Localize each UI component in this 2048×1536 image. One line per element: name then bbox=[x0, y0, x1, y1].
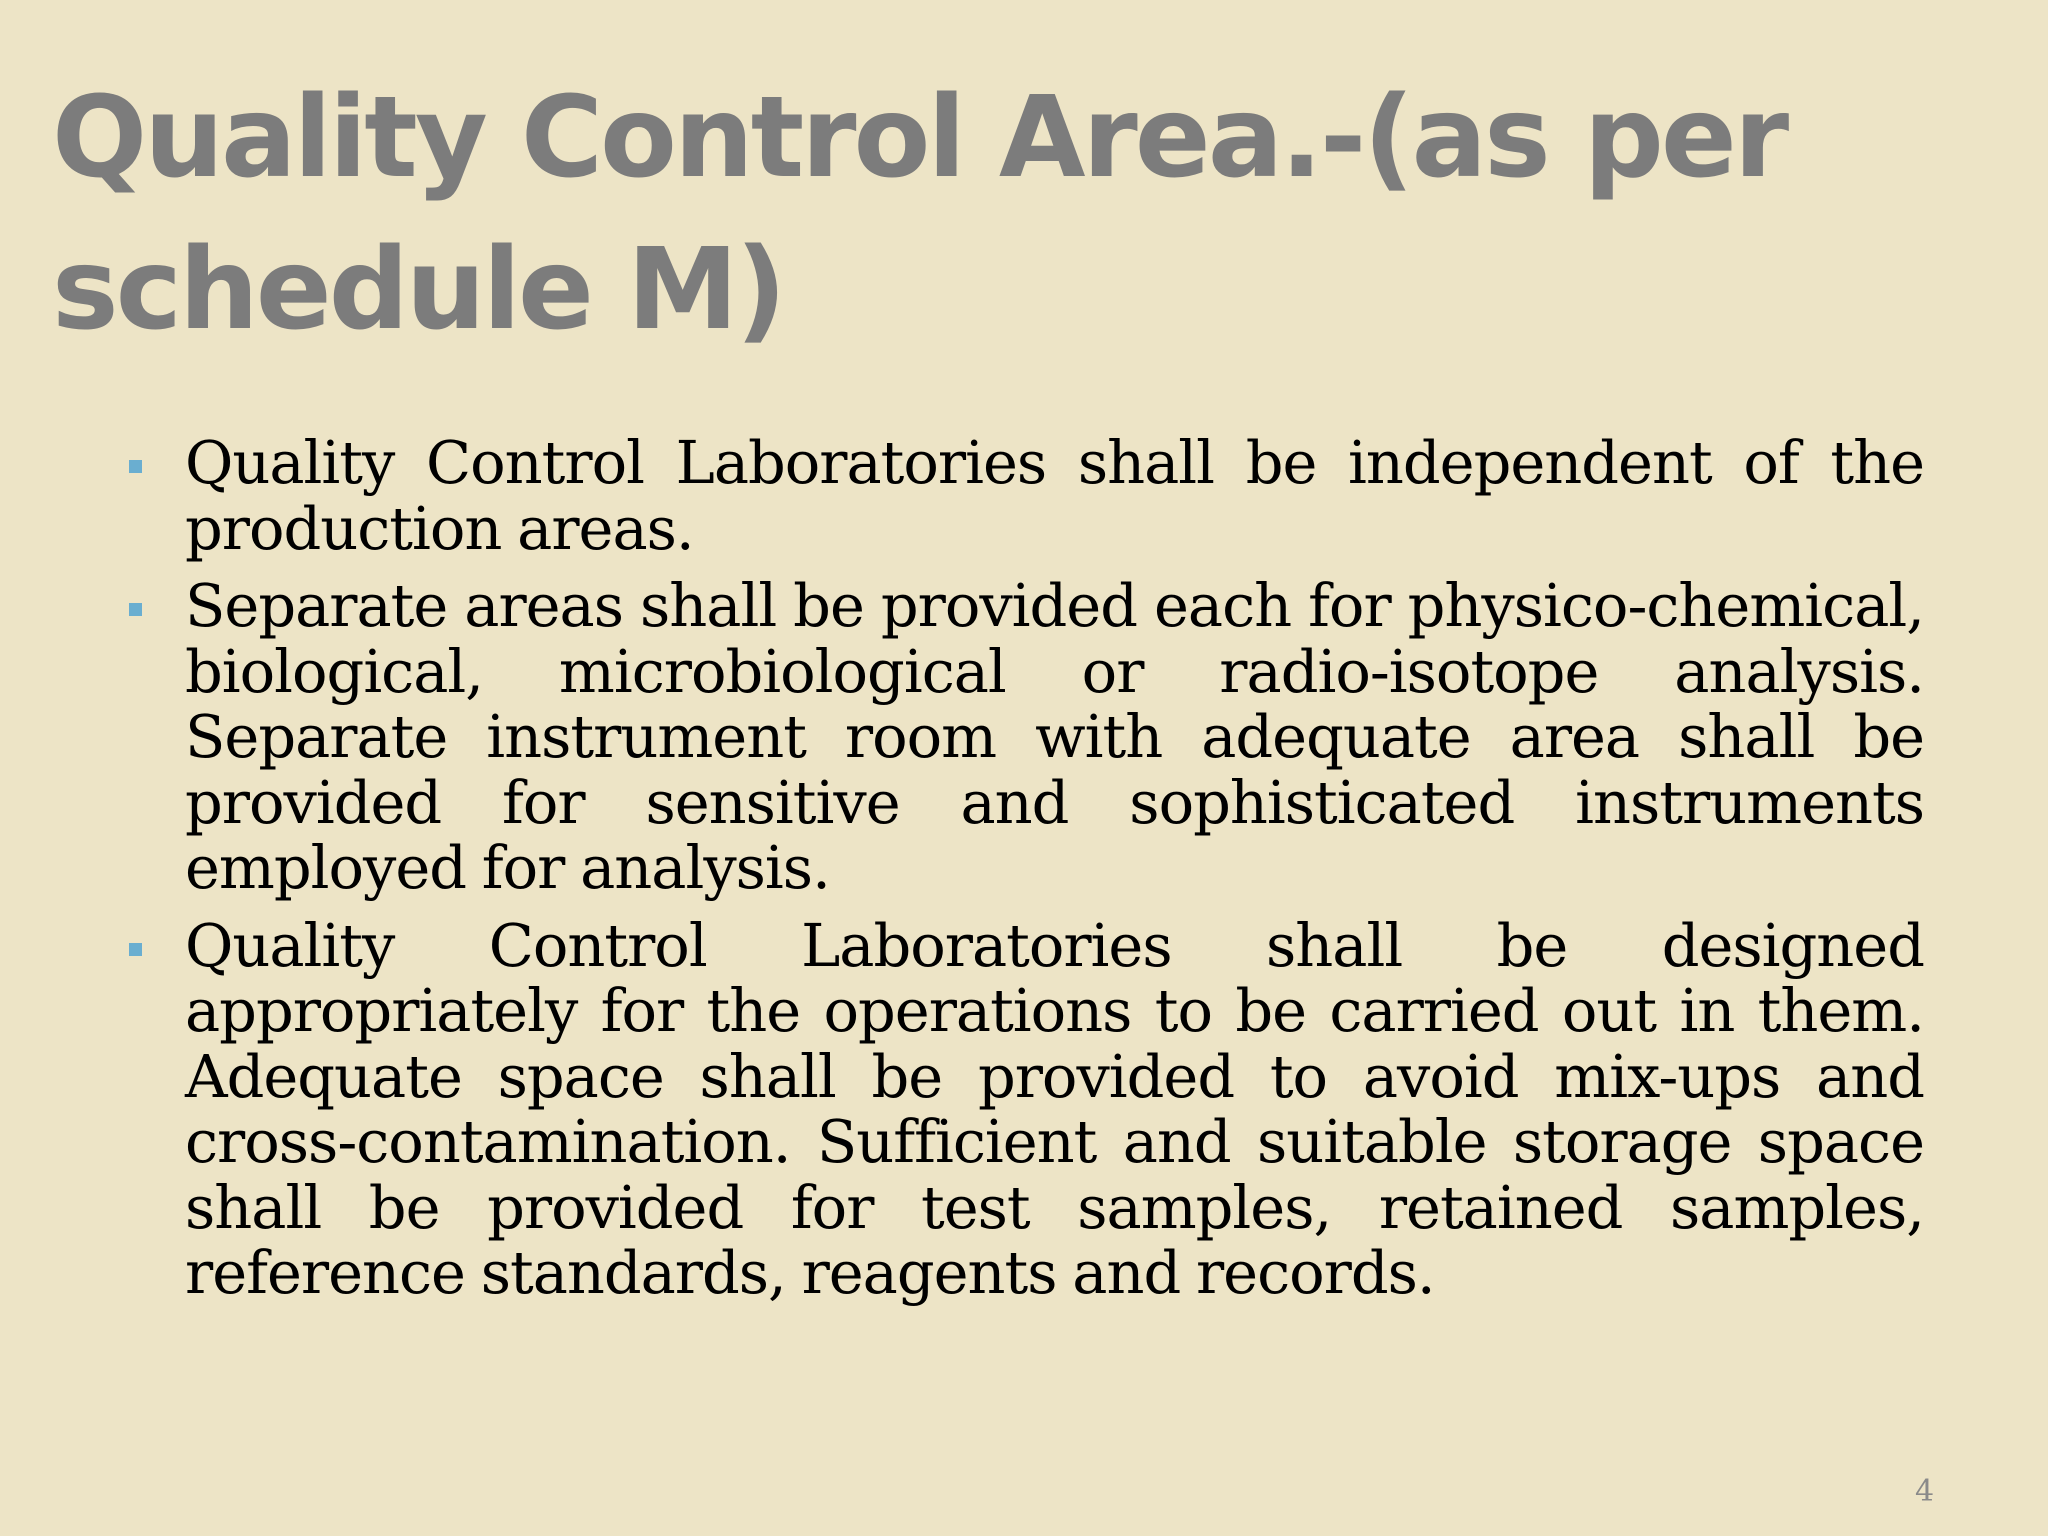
bullet-text: Separate areas shall be provided each for physico-chemical, biological, microbiological or radio-isotope analysis. Separate instrument room with adequate area shall be provided for sensitive and sophisticated instruments employed for analysis. bbox=[185, 571, 1924, 902]
slide-title: Quality Control Area.-(as per schedule M) bbox=[52, 73, 1787, 355]
bullet-list bbox=[122, 430, 1924, 1318]
bullet-item-laboratory-independence bbox=[122, 430, 1924, 561]
bullet-item-laboratory-design bbox=[122, 910, 1924, 1307]
bullet-text: Quality Control Laboratories shall be designed appropriately for the operations to be carried out in them. Adequate space shall be provided to avoid mix-ups and cross-contamination. Sufficient and suitable storage space shall be provided for test samples, retained samples, reference standards, reagents and records. bbox=[185, 910, 1924, 1307]
page-number: 4 bbox=[1915, 1474, 1935, 1509]
square-bullet-icon bbox=[129, 460, 142, 473]
square-bullet-icon bbox=[129, 603, 142, 616]
bullet-text: Quality Control Laboratories shall be independent of the production areas. bbox=[185, 428, 1924, 563]
bullet-item-separate-areas bbox=[122, 573, 1924, 901]
square-bullet-icon bbox=[129, 943, 142, 956]
